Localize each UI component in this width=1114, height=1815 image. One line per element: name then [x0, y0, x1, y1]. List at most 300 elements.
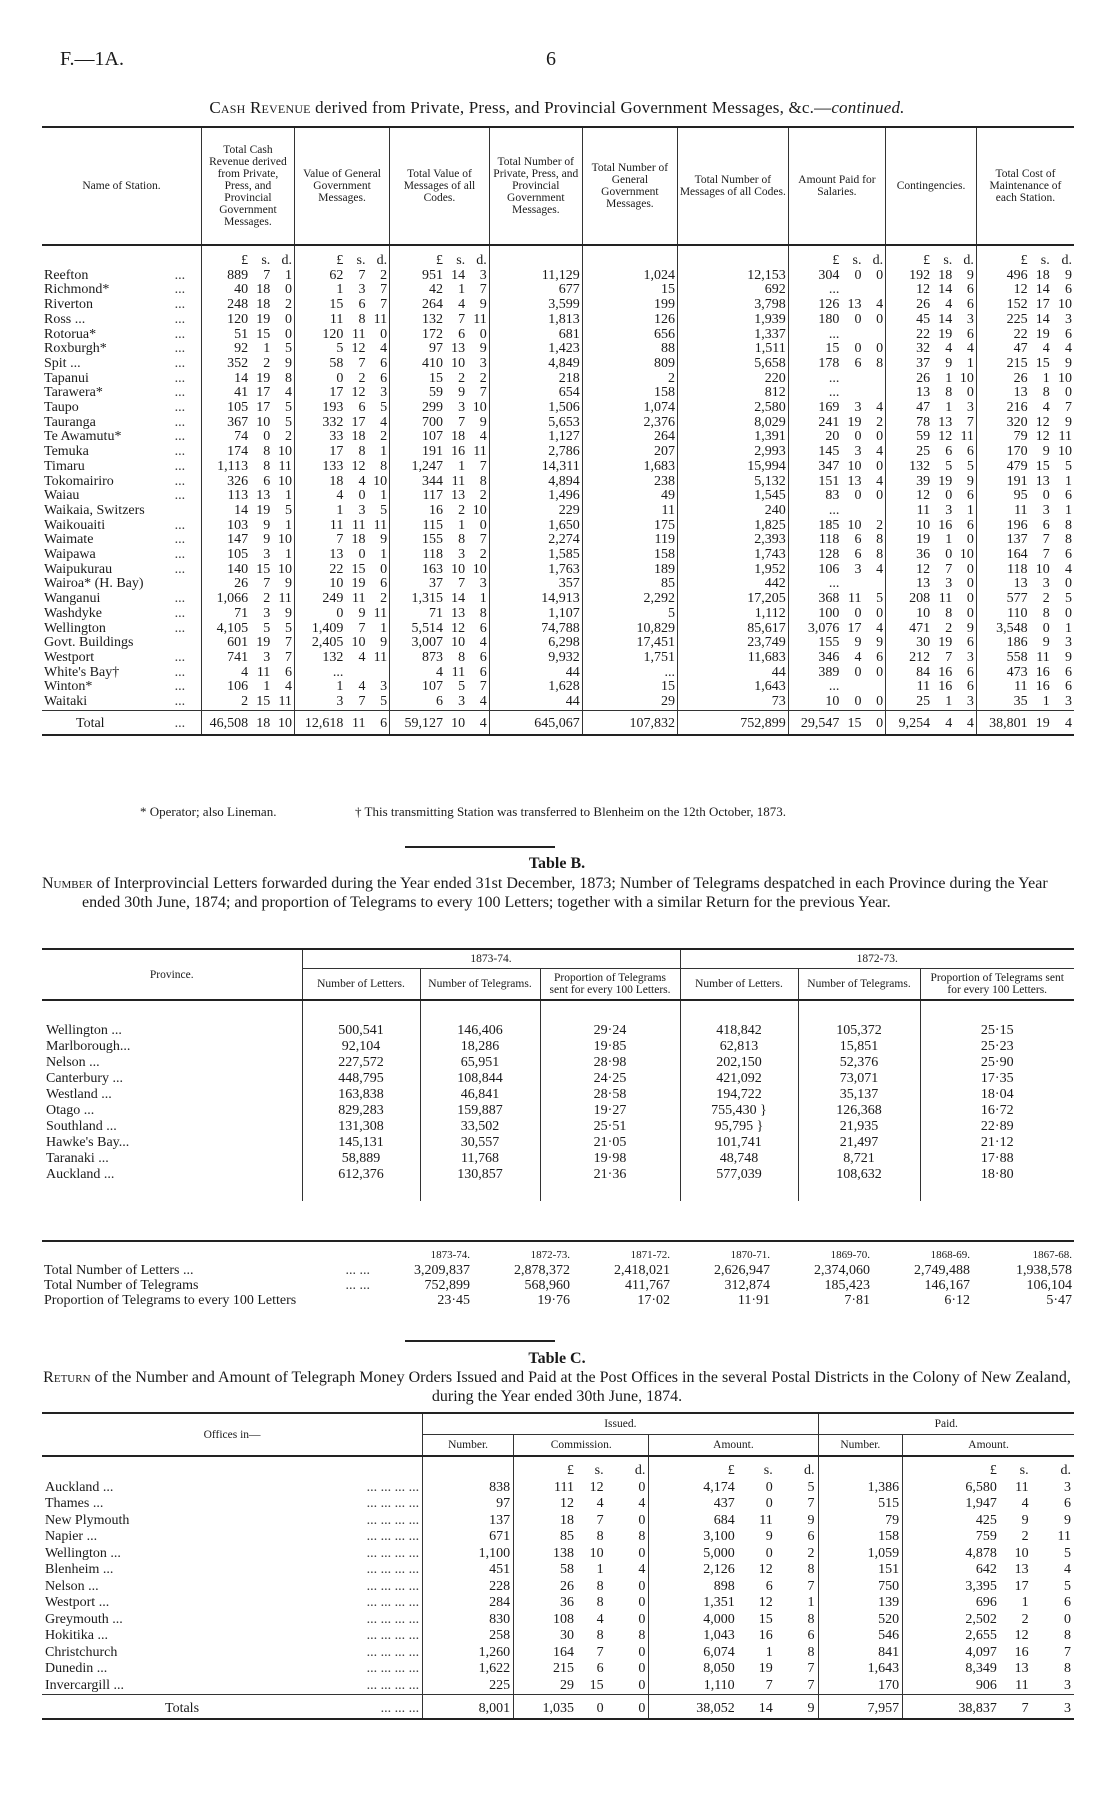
gov-messages-value-shillings: 18	[351, 429, 366, 445]
shilling-unit: s.	[1040, 253, 1050, 268]
col-header-paid-number: Number.	[818, 1435, 903, 1457]
all-messages-count: 8,029	[678, 416, 789, 431]
maintenance-cost-pence: 5	[1065, 591, 1072, 607]
total-value-pence: 7	[479, 282, 487, 298]
total-value-pence: 7	[479, 532, 487, 548]
contingencies-pence: 6	[966, 488, 974, 504]
col-header-maintenance: Total Cost of Maintenance of each Station.	[976, 127, 1074, 245]
salaries-pounds: 346	[788, 651, 841, 666]
gov-messages-value-pence: 1	[380, 547, 388, 563]
office-name: Greymouth ...	[45, 1611, 123, 1627]
commission-pounds: 36	[514, 1595, 577, 1612]
gov-messages-value-pence: 6	[380, 715, 388, 731]
salaries-shillings: 3	[854, 561, 862, 577]
gov-messages-value-pounds: 18	[294, 475, 345, 490]
col-header-period-1872-73: 1872-73.	[680, 949, 1074, 969]
total-value-pounds: 15	[390, 372, 445, 387]
cash-revenue-shillings: 13	[256, 488, 271, 504]
gov-messages-value-pence: 10	[373, 473, 388, 489]
private-messages-count: 14,311	[489, 460, 582, 475]
all-messages-count: 5,658	[678, 357, 789, 372]
all-messages-count: 692	[678, 283, 789, 298]
total-value-shillings: 7	[458, 414, 466, 430]
gov-messages-count: 2,292	[582, 592, 677, 607]
table-b-desc-caps: Number	[42, 875, 93, 892]
issued-number: 1,100	[423, 1546, 514, 1563]
summary-value: 17·02	[637, 1293, 670, 1308]
maintenance-cost-pence: 6	[1065, 282, 1072, 298]
province-row	[42, 1167, 1074, 1201]
contingencies-pence: 0	[966, 385, 974, 401]
letters-1873-74: 131,308	[302, 1119, 420, 1135]
cash-revenue-pounds: 106	[201, 680, 250, 695]
issued-amount-pounds: 6,074	[649, 1645, 738, 1662]
station-row	[42, 328, 1074, 343]
maintenance-cost-shillings: 4	[1042, 400, 1050, 416]
gov-messages-value-pence: 9	[380, 635, 388, 651]
all-messages-count: 1,825	[678, 519, 789, 534]
cash-revenue-pounds: 601	[201, 636, 250, 651]
letters-1873-74: 829,283	[302, 1103, 420, 1119]
station-row	[42, 666, 1074, 681]
commission-shillings: 8	[596, 1595, 604, 1610]
office-cell	[42, 1529, 423, 1546]
gov-messages-value-shillings: 8	[358, 311, 366, 327]
paid-amount-shillings: 2	[1021, 1529, 1029, 1544]
province-name: Otago ...	[46, 1103, 95, 1118]
leader-dots: ...	[174, 341, 186, 357]
gov-messages-value-shillings: 2	[358, 370, 366, 386]
province-row	[42, 1039, 1074, 1055]
station-name: Wellington	[44, 620, 106, 636]
salaries-shillings: 9	[854, 635, 862, 651]
commission-shillings: 8	[596, 1529, 604, 1544]
salaries-pence: 4	[876, 561, 884, 577]
col-header-telegrams: Number of Telegrams.	[420, 969, 540, 1001]
maintenance-cost-shillings: 1	[1042, 694, 1050, 710]
office-cell	[42, 1595, 423, 1612]
contingencies-pence: 0	[966, 591, 974, 607]
salaries-pence	[864, 328, 886, 343]
cash-revenue-shillings: 8	[263, 458, 271, 474]
all-messages-count: 812	[678, 386, 789, 401]
cash-revenue-pounds: 26	[201, 577, 250, 592]
letters-1873-74: 227,572	[302, 1055, 420, 1071]
telegrams-1872-73: 21,497	[798, 1135, 920, 1151]
col-header-contingencies: Contingencies.	[886, 127, 977, 245]
proportion-1872-73: 25·90	[920, 1055, 1074, 1071]
cash-revenue-pence: 4	[284, 679, 292, 695]
issued-amount-shillings: 12	[758, 1562, 773, 1577]
cash-revenue-shillings: 3	[263, 547, 271, 563]
office-row	[42, 1661, 1074, 1678]
total-value-pence: 0	[479, 326, 487, 342]
maintenance-cost-pounds: 473	[976, 666, 1029, 681]
issued-amount-pence: 7	[807, 1578, 815, 1594]
station-name: White's Bay†	[44, 664, 120, 680]
all-messages-count: 2,393	[678, 533, 789, 548]
total-value-pence: 4	[479, 694, 487, 710]
paid-amount-pounds: 642	[903, 1562, 1000, 1579]
salaries-pence: 0	[876, 715, 884, 731]
gov-messages-value-pence: 1	[380, 444, 388, 460]
issued-amount-pounds: 1,351	[649, 1595, 738, 1612]
total-value-pence: 8	[479, 605, 487, 621]
gov-messages-value-pounds: 249	[294, 592, 345, 607]
letters-1872-73: 421,092	[680, 1071, 798, 1087]
col-header-paid: Paid.	[818, 1413, 1074, 1435]
issued-number: 258	[423, 1628, 514, 1645]
letters-1872-73: 202,150	[680, 1055, 798, 1071]
salaries-pounds: 178	[788, 357, 841, 372]
all-messages-count: 23,749	[678, 636, 789, 651]
maintenance-cost-shillings: 7	[1042, 547, 1050, 563]
gov-messages-value-shillings: 7	[358, 267, 366, 283]
salaries-shillings: 13	[847, 473, 862, 489]
maintenance-cost-pounds: 191	[976, 475, 1029, 490]
private-messages-count: 654	[489, 386, 582, 401]
maintenance-cost-shillings: 13	[1035, 473, 1050, 489]
table-a-title-text: derived from Private, Press, and Provincial Government Messages, &c.—	[310, 98, 832, 117]
salaries-pence: 0	[876, 311, 884, 327]
maintenance-cost-pounds: 225	[976, 313, 1029, 328]
totals-row	[42, 1695, 1074, 1719]
station-row	[42, 680, 1074, 695]
summary-value: 7·81	[844, 1293, 870, 1308]
gov-messages-value-pence: 3	[380, 679, 388, 695]
contingencies-pence: 4	[966, 715, 974, 731]
station-row	[42, 636, 1074, 651]
contingencies-pounds: 208	[886, 592, 933, 607]
total-value-shillings: 16	[451, 444, 466, 460]
summary-value: 106,104	[1026, 1278, 1072, 1293]
salaries-pounds: 145	[788, 445, 841, 460]
contingencies-pounds: 37	[886, 357, 933, 372]
contingencies-shillings: 14	[938, 311, 953, 327]
cash-revenue-shillings: 18	[256, 715, 271, 731]
gov-messages-value-shillings: 4	[358, 679, 366, 695]
commission-pence: 0	[638, 1644, 646, 1660]
maintenance-cost-pence: 9	[1065, 649, 1072, 665]
cash-revenue-pounds: 2	[201, 695, 250, 710]
office-cell	[42, 1480, 423, 1497]
total-value-shillings: 13	[451, 605, 466, 621]
contingencies-pounds: 9,254	[886, 710, 933, 734]
issued-amount-pence: 7	[807, 1677, 815, 1693]
maintenance-cost-pence: 9	[1065, 267, 1072, 283]
maintenance-cost-shillings: 4	[1042, 341, 1050, 357]
maintenance-cost-shillings: 7	[1042, 532, 1050, 548]
pence-unit: d.	[281, 253, 292, 268]
contingencies-pounds: 10	[886, 519, 933, 534]
paid-number: 1,386	[818, 1480, 903, 1497]
salaries-shillings: 17	[847, 620, 862, 636]
col-header-gov-value: Value of General Government Messages.	[294, 127, 389, 245]
maintenance-cost-pounds: 496	[976, 269, 1029, 284]
gov-messages-value-pounds: 17	[294, 445, 345, 460]
paid-amount-shillings: 17	[1014, 1578, 1029, 1594]
station-row	[42, 563, 1074, 578]
maintenance-cost-pounds: 170	[976, 445, 1029, 460]
gov-messages-value-shillings: 8	[358, 444, 366, 460]
summary-year-label: 1872-73.	[530, 1249, 570, 1261]
salaries-shillings: 0	[854, 311, 862, 327]
leader-dots: ...	[174, 591, 186, 607]
maintenance-cost-pence: 10	[1058, 444, 1072, 460]
paid-number: 750	[818, 1579, 903, 1596]
station-row	[42, 533, 1074, 548]
gov-messages-count: 10,829	[582, 622, 677, 637]
pence-unit: d.	[1061, 253, 1072, 268]
paid-amount-pence: 5	[1064, 1545, 1071, 1561]
pound-unit: £	[886, 245, 933, 269]
col-header-issued-amount: Amount.	[649, 1435, 818, 1457]
summary-year-label: 1870-71.	[730, 1249, 770, 1261]
station-row	[42, 269, 1074, 284]
leader-dots: ... ...	[345, 1278, 370, 1293]
col-header-telegrams: Number of Telegrams.	[798, 969, 920, 1001]
leader-dots: ...	[174, 444, 186, 460]
salaries-pounds: 15	[788, 342, 841, 357]
salaries-pounds: 3,076	[788, 622, 841, 637]
maintenance-cost-pounds: 320	[976, 416, 1029, 431]
table-b-description	[42, 874, 1072, 912]
maintenance-cost-pence: 3	[1065, 635, 1072, 651]
commission-shillings: 7	[596, 1644, 604, 1660]
private-messages-count: 1,127	[489, 430, 582, 445]
paid-number: 158	[818, 1529, 903, 1546]
gov-messages-value-pence: 6	[380, 370, 388, 386]
gov-messages-count: 158	[582, 386, 677, 401]
maintenance-cost-pence: 4	[1065, 715, 1072, 731]
salaries-pence	[864, 386, 886, 401]
cash-revenue-pounds: 352	[201, 357, 250, 372]
station-name: Tapanui	[44, 370, 89, 386]
section-divider	[405, 1340, 555, 1342]
gov-messages-value-shillings: 4	[358, 473, 366, 489]
private-messages-count: 4,849	[489, 357, 582, 372]
issued-amount-pounds: 4,174	[649, 1480, 738, 1497]
cash-revenue-shillings: 9	[263, 517, 271, 533]
gov-messages-value-shillings: 19	[351, 576, 366, 592]
telegrams-1873-74: 33,502	[420, 1119, 540, 1135]
office-cell	[42, 1513, 423, 1530]
col-header-proportion: Proportion of Telegrams sent for every 100 Letters.	[920, 969, 1074, 1001]
salaries-pence: 8	[876, 547, 884, 563]
total-row	[42, 710, 1074, 734]
total-value-pence: 6	[479, 620, 487, 636]
summary-year-label: 1869-70.	[830, 1249, 870, 1261]
province-row	[42, 1103, 1074, 1119]
all-messages-count: 2,993	[678, 445, 789, 460]
total-value-shillings: 4	[458, 297, 466, 313]
col-header-gov-count: Total Number of General Government Messages.	[582, 127, 677, 245]
cash-revenue-shillings: 18	[256, 297, 271, 313]
salaries-pence	[864, 283, 886, 298]
pence-unit: d.	[1060, 1463, 1071, 1478]
issued-amount-shillings: 1	[765, 1644, 773, 1660]
contingencies-pence: 6	[966, 297, 974, 313]
all-messages-count: 15,994	[678, 460, 789, 475]
all-messages-count: 17,205	[678, 592, 789, 607]
telegrams-1873-74: 159,887	[420, 1103, 540, 1119]
contingencies-shillings: 16	[938, 664, 953, 680]
cash-revenue-pence: 1	[284, 488, 292, 504]
commission-shillings: 12	[589, 1479, 604, 1495]
leader-dots: ...	[174, 297, 186, 313]
cash-revenue-shillings: 8	[263, 444, 271, 460]
summary-label: Total Number of Telegrams	[44, 1278, 199, 1293]
office-name: Dunedin ...	[45, 1661, 108, 1676]
gov-messages-value-pence: 5	[380, 502, 388, 518]
contingencies-pence: 0	[966, 561, 974, 577]
gov-messages-value-pence: 6	[380, 355, 388, 371]
salaries-pence: 5	[876, 591, 884, 607]
cash-revenue-pounds: 174	[201, 445, 250, 460]
all-messages-count: 73	[678, 695, 789, 710]
leader-dots: ... ... ... ...	[366, 1562, 420, 1577]
station-row	[42, 416, 1074, 431]
contingencies-shillings: 19	[938, 635, 953, 651]
maintenance-cost-shillings: 14	[1035, 311, 1050, 327]
total-value-pounds: 951	[390, 269, 445, 284]
gov-messages-value-pounds: 1	[294, 283, 345, 298]
station-row	[42, 401, 1074, 416]
cash-revenue-pounds: 51	[201, 328, 250, 343]
leader-dots: ...	[174, 649, 186, 665]
maintenance-cost-pounds: 22	[976, 328, 1029, 343]
cash-revenue-shillings: 19	[256, 635, 271, 651]
maintenance-cost-pence: 3	[1065, 694, 1072, 710]
total-value-shillings: 2	[458, 370, 466, 386]
cash-revenue-pence: 10	[277, 561, 292, 577]
contingencies-pounds: 132	[886, 460, 933, 475]
office-cell	[42, 1562, 423, 1579]
gov-messages-count: 1,074	[582, 401, 677, 416]
gov-messages-count: 1,751	[582, 651, 677, 666]
all-messages-count: 1,939	[678, 313, 789, 328]
total-value-pounds: 59,127	[390, 710, 445, 734]
commission-pounds: 215	[514, 1661, 577, 1678]
total-value-pounds: 107	[390, 680, 445, 695]
contingencies-pounds: 10	[886, 607, 933, 622]
private-messages-count: 2,786	[489, 445, 582, 460]
total-value-shillings: 3	[458, 547, 466, 563]
commission-pence: 4	[638, 1496, 646, 1511]
total-value-pounds: 6	[390, 695, 445, 710]
leader-dots	[173, 636, 202, 651]
paid-number: 170	[818, 1678, 903, 1695]
gov-messages-value-shillings: 11	[352, 715, 366, 731]
total-value-pence: 9	[479, 341, 487, 357]
private-messages-count: 11,129	[489, 269, 582, 284]
col-header-period-1873-74: 1873-74.	[302, 949, 680, 969]
gov-messages-value-shillings: 11	[352, 517, 366, 533]
private-messages-count: 1,585	[489, 548, 582, 563]
cash-revenue-pounds: 326	[201, 475, 250, 490]
total-value-pounds: 172	[390, 328, 445, 343]
pence-unit: d.	[376, 253, 388, 268]
gov-messages-value-pence: 11	[373, 517, 388, 533]
summary-value: 5·47	[1046, 1293, 1072, 1308]
maintenance-cost-pounds: 11	[976, 504, 1029, 519]
station-row	[42, 577, 1074, 592]
cash-revenue-pounds: 4,105	[201, 622, 250, 637]
all-messages-count: 5,132	[678, 475, 789, 490]
letters-1873-74: 145,131	[302, 1135, 420, 1151]
commission-pence: 0	[638, 1545, 646, 1561]
salaries-shillings	[841, 328, 863, 343]
gov-messages-value-shillings: 0	[358, 547, 366, 563]
total-value-shillings: 9	[458, 385, 466, 401]
issued-amount-pounds: 898	[649, 1579, 738, 1596]
paid-amount-pence: 5	[1064, 1578, 1071, 1594]
gov-messages-value-shillings: 11	[352, 591, 366, 607]
issued-amount-shillings: 9	[765, 1529, 773, 1544]
contingencies-pounds: 212	[886, 651, 933, 666]
cash-revenue-shillings: 6	[263, 473, 271, 489]
leader-dots: ...	[174, 282, 186, 298]
total-value-shillings: 1	[458, 458, 466, 474]
issued-amount-pounds: 684	[649, 1513, 738, 1530]
gov-messages-value-shillings: 12	[351, 458, 366, 474]
paid-amount-shillings: 13	[1014, 1562, 1029, 1577]
leader-dots: ...	[174, 370, 186, 386]
issued-number: 137	[423, 1513, 514, 1530]
paid-number: 546	[818, 1628, 903, 1645]
leader-dots: ... ... ... ...	[366, 1496, 420, 1511]
office-row	[42, 1678, 1074, 1695]
maintenance-cost-pounds: 47	[976, 342, 1029, 357]
paid-amount-pence: 0	[1064, 1611, 1071, 1627]
issued-number: 8,001	[423, 1695, 514, 1719]
cash-revenue-pence: 1	[284, 517, 292, 533]
all-messages-count: 1,337	[678, 328, 789, 343]
proportion-1872-73: 18·80	[920, 1167, 1074, 1201]
total-value-shillings: 18	[451, 429, 466, 445]
telegrams-1872-73: 15,851	[798, 1039, 920, 1055]
cash-revenue-pence: 7	[284, 649, 292, 665]
cash-revenue-pence: 2	[284, 297, 292, 313]
station-name: Wairoa* (H. Bay)	[44, 576, 144, 592]
contingencies-pence: 5	[966, 458, 974, 474]
telegrams-1873-74: 30,557	[420, 1135, 540, 1151]
paid-amount-shillings: 2	[1021, 1611, 1029, 1627]
salaries-pounds: ...	[788, 386, 841, 401]
maintenance-cost-shillings: 9	[1042, 635, 1050, 651]
leader-dots: ...	[174, 488, 186, 504]
maintenance-cost-shillings: 19	[1035, 715, 1050, 731]
salaries-shillings: 0	[854, 664, 862, 680]
contingencies-shillings: 6	[945, 444, 953, 460]
maintenance-cost-pounds: 215	[976, 357, 1029, 372]
shilling-unit: s.	[261, 253, 271, 268]
gov-messages-value-pence: 7	[380, 297, 388, 313]
commission-shillings: 0	[596, 1701, 604, 1716]
salaries-shillings	[841, 680, 863, 695]
total-value-shillings: 1	[458, 517, 466, 533]
station-row	[42, 342, 1074, 357]
commission-shillings: 4	[596, 1611, 604, 1627]
total-value-pounds: 191	[390, 445, 445, 460]
contingencies-shillings: 0	[945, 547, 953, 563]
salaries-shillings: 13	[847, 297, 862, 313]
total-value-pence: 9	[479, 414, 487, 430]
total-value-shillings: 13	[451, 488, 466, 504]
cash-revenue-pounds: 14	[201, 504, 250, 519]
contingencies-pounds: 22	[886, 328, 933, 343]
total-value-pounds: 42	[390, 283, 445, 298]
